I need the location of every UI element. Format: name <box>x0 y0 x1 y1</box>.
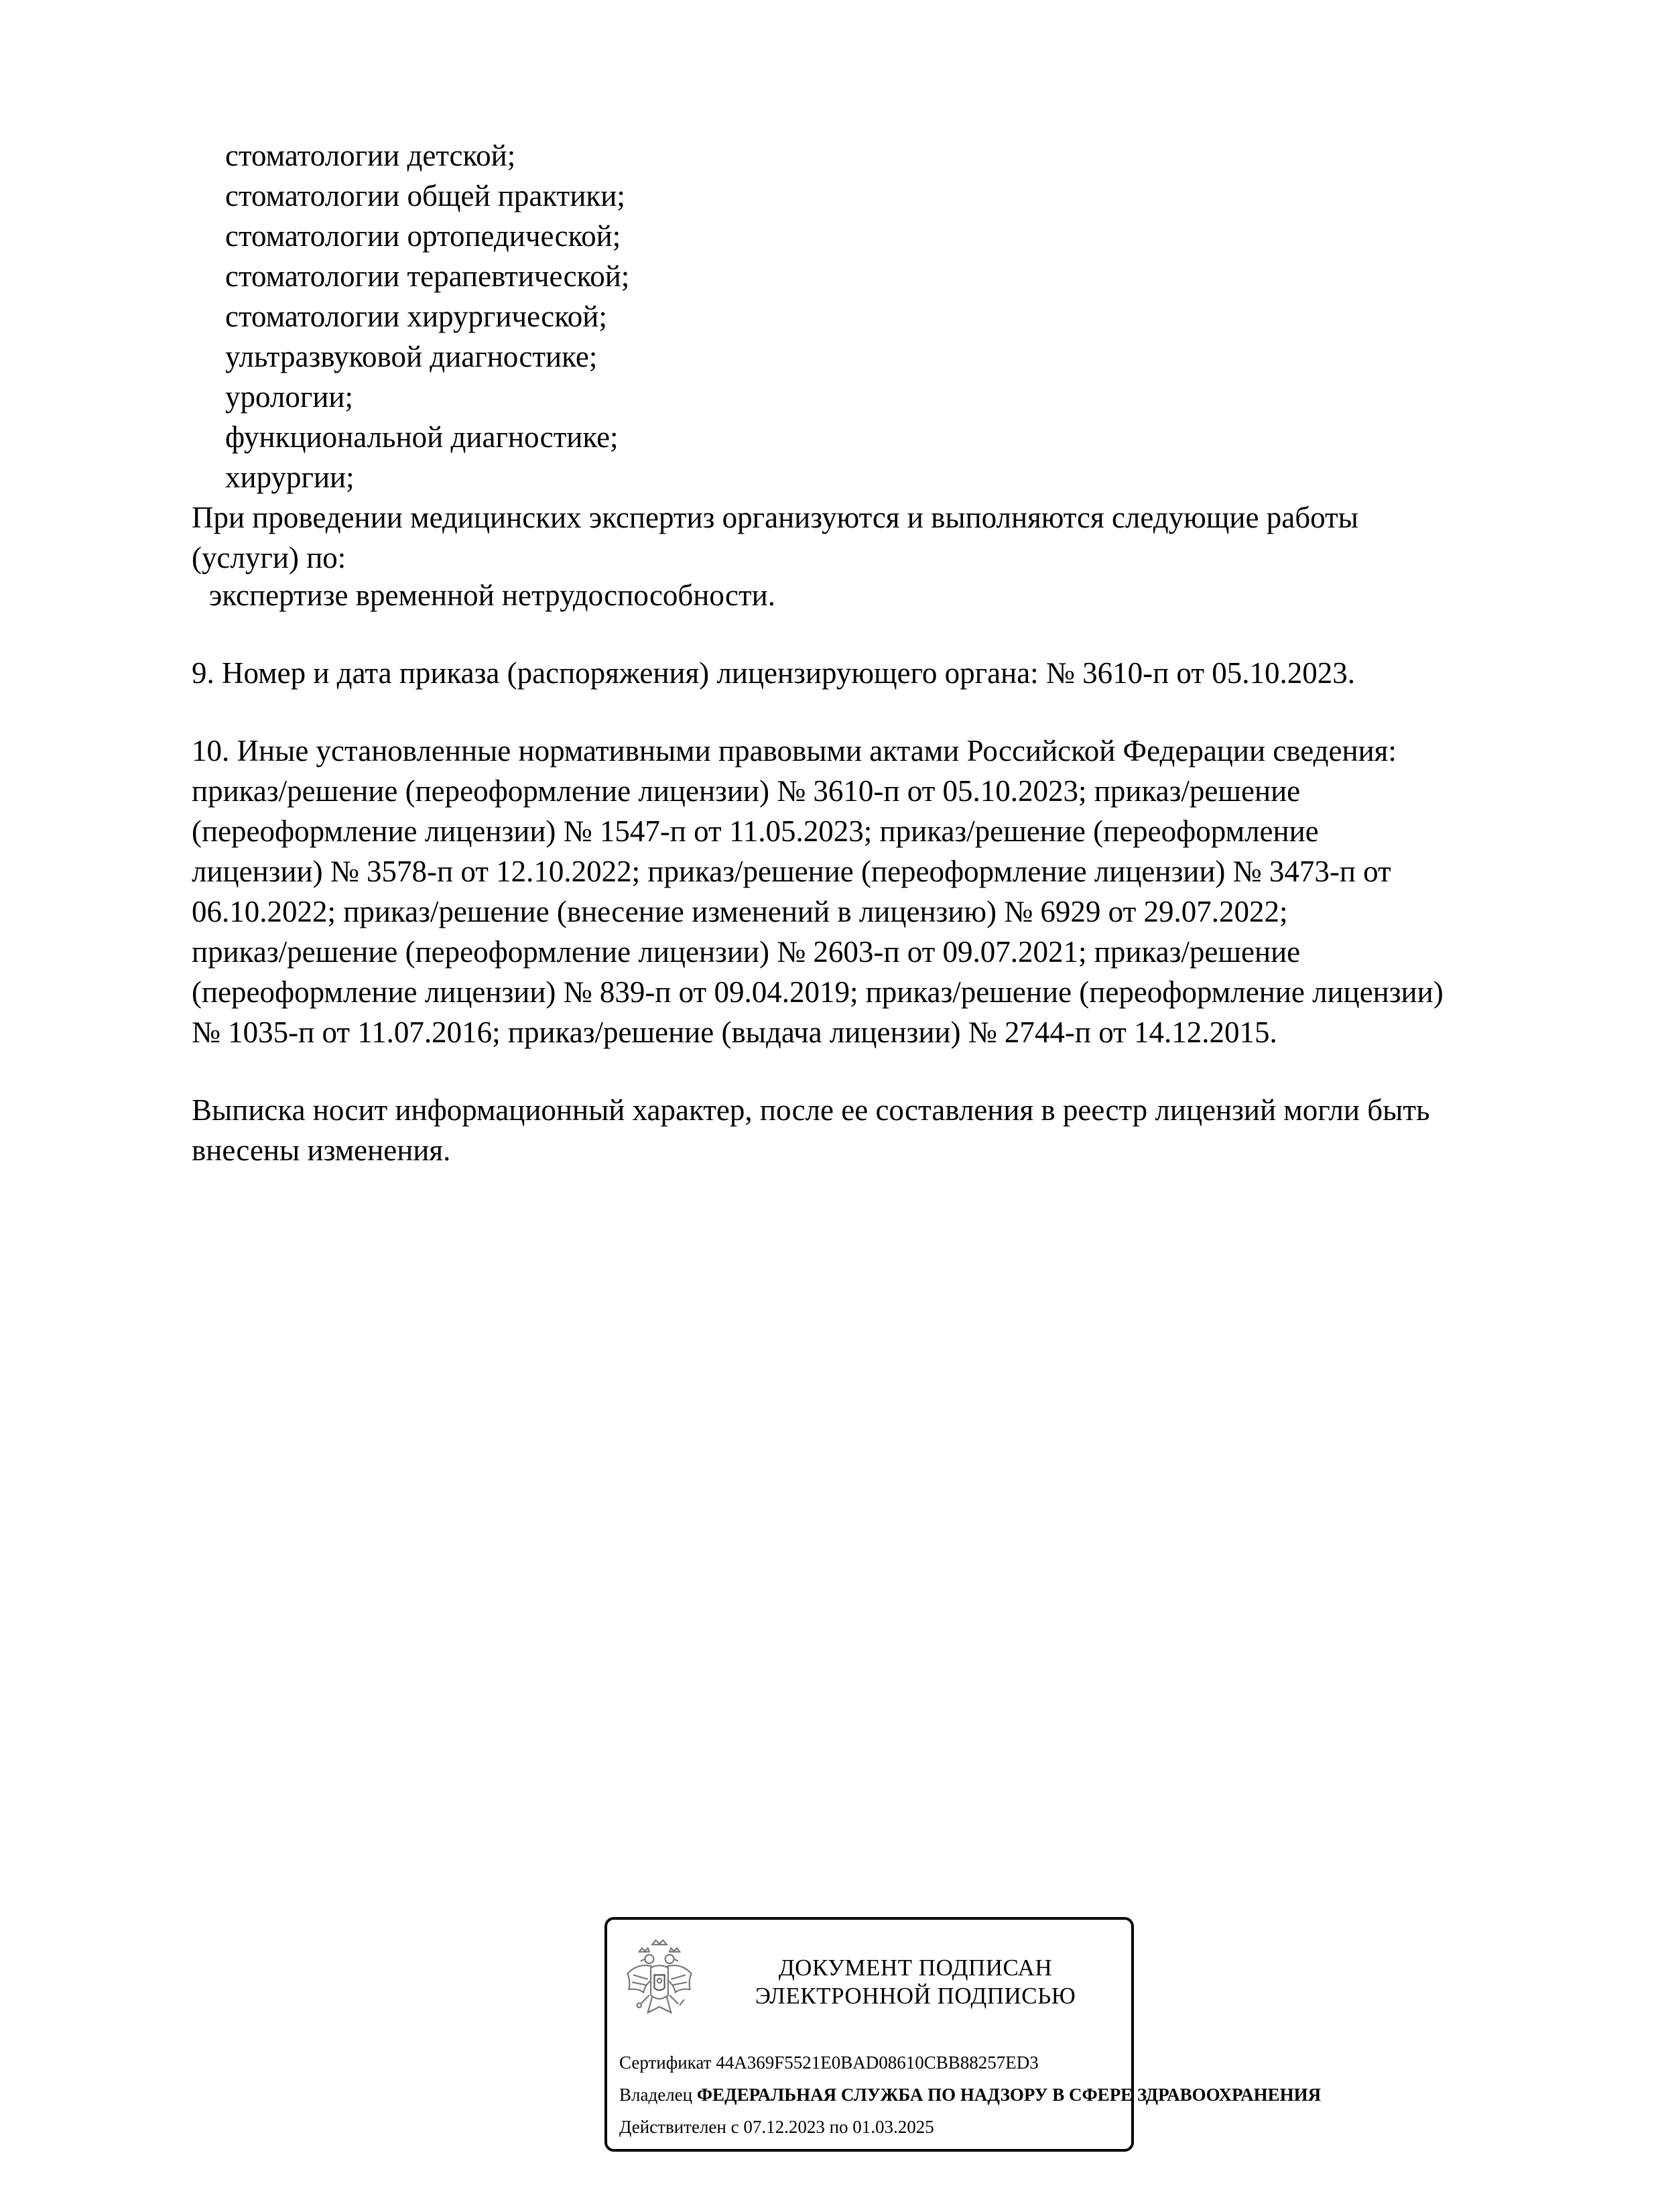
stamp-title: ЭЛЕКТРОННОЙ ПОДПИСЬЮ <box>755 1983 1076 2009</box>
owner-value: ФЕДЕРАЛЬНАЯ СЛУЖБА ПО НАДЗОРУ В СФЕРЕ ЗДРАВООХРАНЕНИЯ <box>696 2085 1322 2105</box>
section-9: 9. Номер и дата приказа (распоряжения) лицензирующего органа: № 3610-п от 05.10.2023. <box>192 656 1355 690</box>
expertise-item: экспертизе временной нетрудоспособности. <box>209 578 775 612</box>
expertise-intro: При проведении медицинских экспертиз организуются и выполняются следующие работы <box>192 501 1358 534</box>
section-10-line: 06.10.2022; приказ/решение (внесение изменений в лицензию) № 6929 от 29.07.2022; <box>192 895 1288 928</box>
owner-label: Владелец <box>619 2085 697 2105</box>
section-10-line: 10. Иные установленные нормативными правовыми актами Российской Федерации сведения: <box>192 734 1397 767</box>
section-10-line: приказ/решение (переоформление лицензии) № 3610-п от 05.10.2023; приказ/решение <box>192 774 1301 808</box>
russian-coat-of-arms-icon <box>623 1937 696 2024</box>
section-10-line: приказ/решение (переоформление лицензии) № 2603-п от 09.07.2021; приказ/решение <box>192 935 1301 969</box>
list-item: функциональной диагностике; <box>225 420 619 454</box>
section-10-line: (переоформление лицензии) № 1547-п от 11.05.2023; приказ/решение (переоформление <box>192 814 1319 848</box>
list-item: стоматологии хирургической; <box>225 300 607 333</box>
stamp-title: ДОКУМЕНТ ПОДПИСАН <box>778 1955 1053 1981</box>
certificate-owner <box>619 2083 1321 2106</box>
list-item: стоматологии детской; <box>225 139 516 172</box>
list-item: урологии; <box>225 380 353 414</box>
note-line: внесены изменения. <box>192 1133 451 1167</box>
list-item: стоматологии терапевтической; <box>225 259 630 293</box>
section-10-line: лицензии) № 3578-п от 12.10.2022; приказ/решение (переоформление лицензии) № 3473-п от <box>192 855 1391 888</box>
list-item: стоматологии общей практики; <box>225 179 625 212</box>
section-10-line: № 1035-п от 11.07.2016; приказ/решение (выдача лицензии) № 2744-п от 14.12.2015. <box>192 1016 1277 1049</box>
certificate-number: Сертификат 44A369F5521E0BAD08610CBB88257ED3 <box>619 2052 1039 2073</box>
certificate-validity: Действителен с 07.12.2023 по 01.03.2025 <box>619 2117 934 2137</box>
list-item: ультразвуковой диагностике; <box>225 340 598 373</box>
note-line: Выписка носит информационный характер, после ее составления в реестр лицензий могли быть <box>192 1093 1430 1127</box>
section-10-line: (переоформление лицензии) № 839-п от 09.04.2019; приказ/решение (переоформление лицензии) <box>192 975 1444 1009</box>
list-item: стоматологии ортопедической; <box>225 219 621 253</box>
electronic-signature-stamp <box>604 1917 1322 2152</box>
expertise-intro: (услуги) по: <box>192 541 346 574</box>
list-item: хирургии; <box>225 460 355 494</box>
